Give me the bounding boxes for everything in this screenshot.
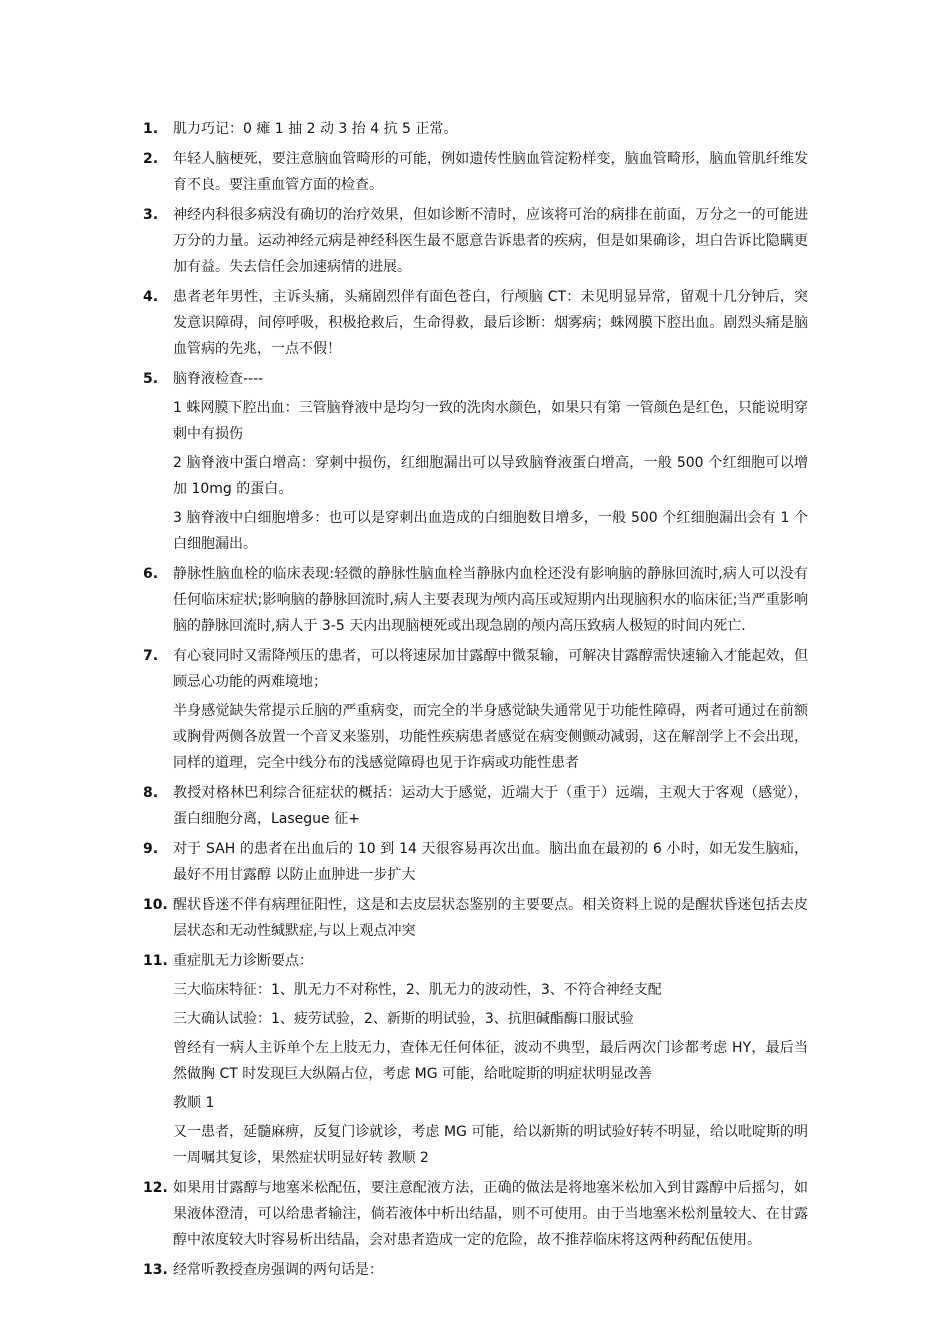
item-paragraph: 3 脑脊液中白细胞增多：也可以是穿刺出血造成的白细胞数目增多，一般 500 个红细胞漏出会有 1 个白细胞漏出。 — [173, 510, 808, 552]
item-number: 10. — [143, 897, 168, 913]
item-paragraph: 对于 SAH 的患者在出血后的 10 到 14 天很容易再次出血。脑出血在最初的 6 小时，如无发生脑疝，最好不用甘露醇 以防止血肿进一步扩大 — [173, 841, 808, 883]
item-number: 13. — [143, 1262, 168, 1278]
list-item — [143, 1175, 808, 1253]
item-paragraph: 静脉性脑血栓的临床表现:轻微的静脉性脑血栓当静脉内血栓还没有影响脑的静脉回流时,病人可以没有任何临床症状;影响脑的静脉回流时,病人主要表现为颅内高压或短期内出现脑积水的临床征;当严重影响脑的静脉回流时,病人于 3-5 天内出现脑梗死或出现急剧的颅内高压致病人极短的时间内死亡. — [173, 566, 808, 634]
item-body — [173, 948, 808, 1171]
list-item — [143, 892, 808, 944]
item-paragraph: 教授对格林巴利综合征症状的概括：运动大于感觉，近端大于（重于）远端，主观大于客观（感觉），蛋白细胞分离，Lasegue 征+ — [173, 785, 808, 827]
numbered-list — [143, 116, 808, 1287]
item-paragraph: 重症肌无力诊断要点： — [173, 953, 313, 969]
list-item — [143, 366, 808, 557]
item-paragraph: 脑脊液检查---- — [173, 371, 264, 387]
item-body — [173, 146, 808, 198]
item-paragraph: 三大确认试验：1、疲劳试验，2、新斯的明试验，3、抗胆碱酯酶口服试验 — [173, 1011, 634, 1027]
item-body — [173, 836, 808, 888]
item-number: 1. — [143, 121, 159, 137]
item-body — [173, 561, 808, 639]
item-number: 7. — [143, 648, 159, 664]
item-number: 5. — [143, 371, 159, 387]
item-paragraph: 有心衰同时又需降颅压的患者，可以将速尿加甘露醇中微泵输，可解决甘露醇需快速输入才能起效，但顾忌心功能的两难境地； — [173, 648, 808, 690]
item-paragraph: 如果用甘露醇与地塞米松配伍，要注意配液方法，正确的做法是将地塞米松加入到甘露醇中后摇匀，如果液体澄清，可以给患者输注，倘若液体中析出结晶，则不可使用。由于当地塞米松剂量较大、在甘露醇中浓度较大时容易析出结晶，会对患者造成一定的危险，故不推荐临床将这两种药配伍使用。 — [173, 1180, 808, 1248]
item-paragraph: 曾经有一病人主诉单个左上肢无力，查体无任何体征，波动不典型，最后两次门诊都考虑 HY，最后当然做胸 CT 时发现巨大纵隔占位，考虑 MG 可能，给吡啶斯的明症状明显改善 — [173, 1040, 808, 1082]
item-paragraph: 教顺 1 — [173, 1095, 215, 1111]
list-item — [143, 116, 808, 142]
item-body — [173, 643, 808, 776]
item-body — [173, 284, 808, 362]
item-body — [173, 892, 808, 944]
item-number: 8. — [143, 785, 159, 801]
item-body — [173, 202, 808, 280]
item-paragraph: 经常听教授查房强调的两句话是： — [173, 1262, 383, 1278]
item-number: 12. — [143, 1180, 168, 1196]
list-item — [143, 284, 808, 362]
item-paragraph: 年轻人脑梗死，要注意脑血管畸形的可能，例如遗传性脑血管淀粉样变，脑血管畸形，脑血管肌纤维发育不良。要注重血管方面的检查。 — [173, 151, 808, 193]
item-number: 4. — [143, 289, 159, 305]
list-item — [143, 1257, 808, 1283]
item-paragraph: 三大临床特征：1、肌无力不对称性，2、肌无力的波动性，3、不符合神经支配 — [173, 982, 662, 998]
list-item — [143, 836, 808, 888]
item-body — [173, 116, 808, 142]
item-paragraph: 又一患者，延髓麻痹，反复门诊就诊，考虑 MG 可能，给以新斯的明试验好转不明显，给以吡啶斯的明一周嘱其复诊，果然症状明显好转 教顺 2 — [173, 1124, 808, 1166]
list-item — [143, 780, 808, 832]
list-item — [143, 561, 808, 639]
item-body — [173, 780, 808, 832]
list-item — [143, 146, 808, 198]
item-number: 6. — [143, 566, 159, 582]
item-number: 9. — [143, 841, 159, 857]
item-paragraph: 神经内科很多病没有确切的治疗效果，但如诊断不清时，应该将可治的病排在前面，万分之一的可能进万分的力量。运动神经元病是神经科医生最不愿意告诉患者的疾病，但是如果确诊，坦白告诉比隐瞒更加有益。失去信任会加速病情的进展。 — [173, 207, 808, 275]
list-item — [143, 202, 808, 280]
item-paragraph: 1 蛛网膜下腔出血：三管脑脊液中是均匀一致的洗肉水颜色，如果只有第 一管颜色是红色，只能说明穿刺中有损伤 — [173, 400, 808, 442]
item-body — [173, 1175, 808, 1253]
list-item — [143, 948, 808, 1171]
item-paragraph: 患者老年男性，主诉头痛，头痛剧烈伴有面色苍白，行颅脑 CT：未见明显异常，留观十几分钟后，突发意识障碍，间停呼吸，积极抢救后，生命得救，最后诊断：烟雾病；蛛网膜下腔出血。剧烈头痛是脑血管病的先兆，一点不假！ — [173, 289, 808, 357]
list-item — [143, 643, 808, 776]
item-paragraph: 醒状昏迷不伴有病理征阳性，这是和去皮层状态鉴别的主要要点。相关资料上说的是醒状昏迷包括去皮层状态和无动性缄默症,与以上观点冲突 — [173, 897, 808, 939]
item-body — [173, 366, 808, 557]
item-paragraph: 半身感觉缺失常提示丘脑的严重病变，而完全的半身感觉缺失通常见于功能性障碍，两者可通过在前额或胸骨两侧各放置一个音叉来鉴别，功能性疾病患者感觉在病变侧颤动减弱，这在解剖学上不会出现，同样的道理，完全中线分布的浅感觉障碍也见于诈病或功能性患者 — [173, 703, 808, 771]
item-body — [173, 1257, 808, 1283]
item-number: 11. — [143, 953, 168, 969]
item-number: 3. — [143, 207, 159, 223]
item-number: 2. — [143, 151, 159, 167]
item-paragraph: 2 脑脊液中蛋白增高：穿刺中损伤，红细胞漏出可以导致脑脊液蛋白增高，一般 500 个红细胞可以增加 10mg 的蛋白。 — [173, 455, 808, 497]
item-paragraph: 肌力巧记：0 瘫 1 抽 2 动 3 抬 4 抗 5 正常。 — [173, 121, 458, 137]
